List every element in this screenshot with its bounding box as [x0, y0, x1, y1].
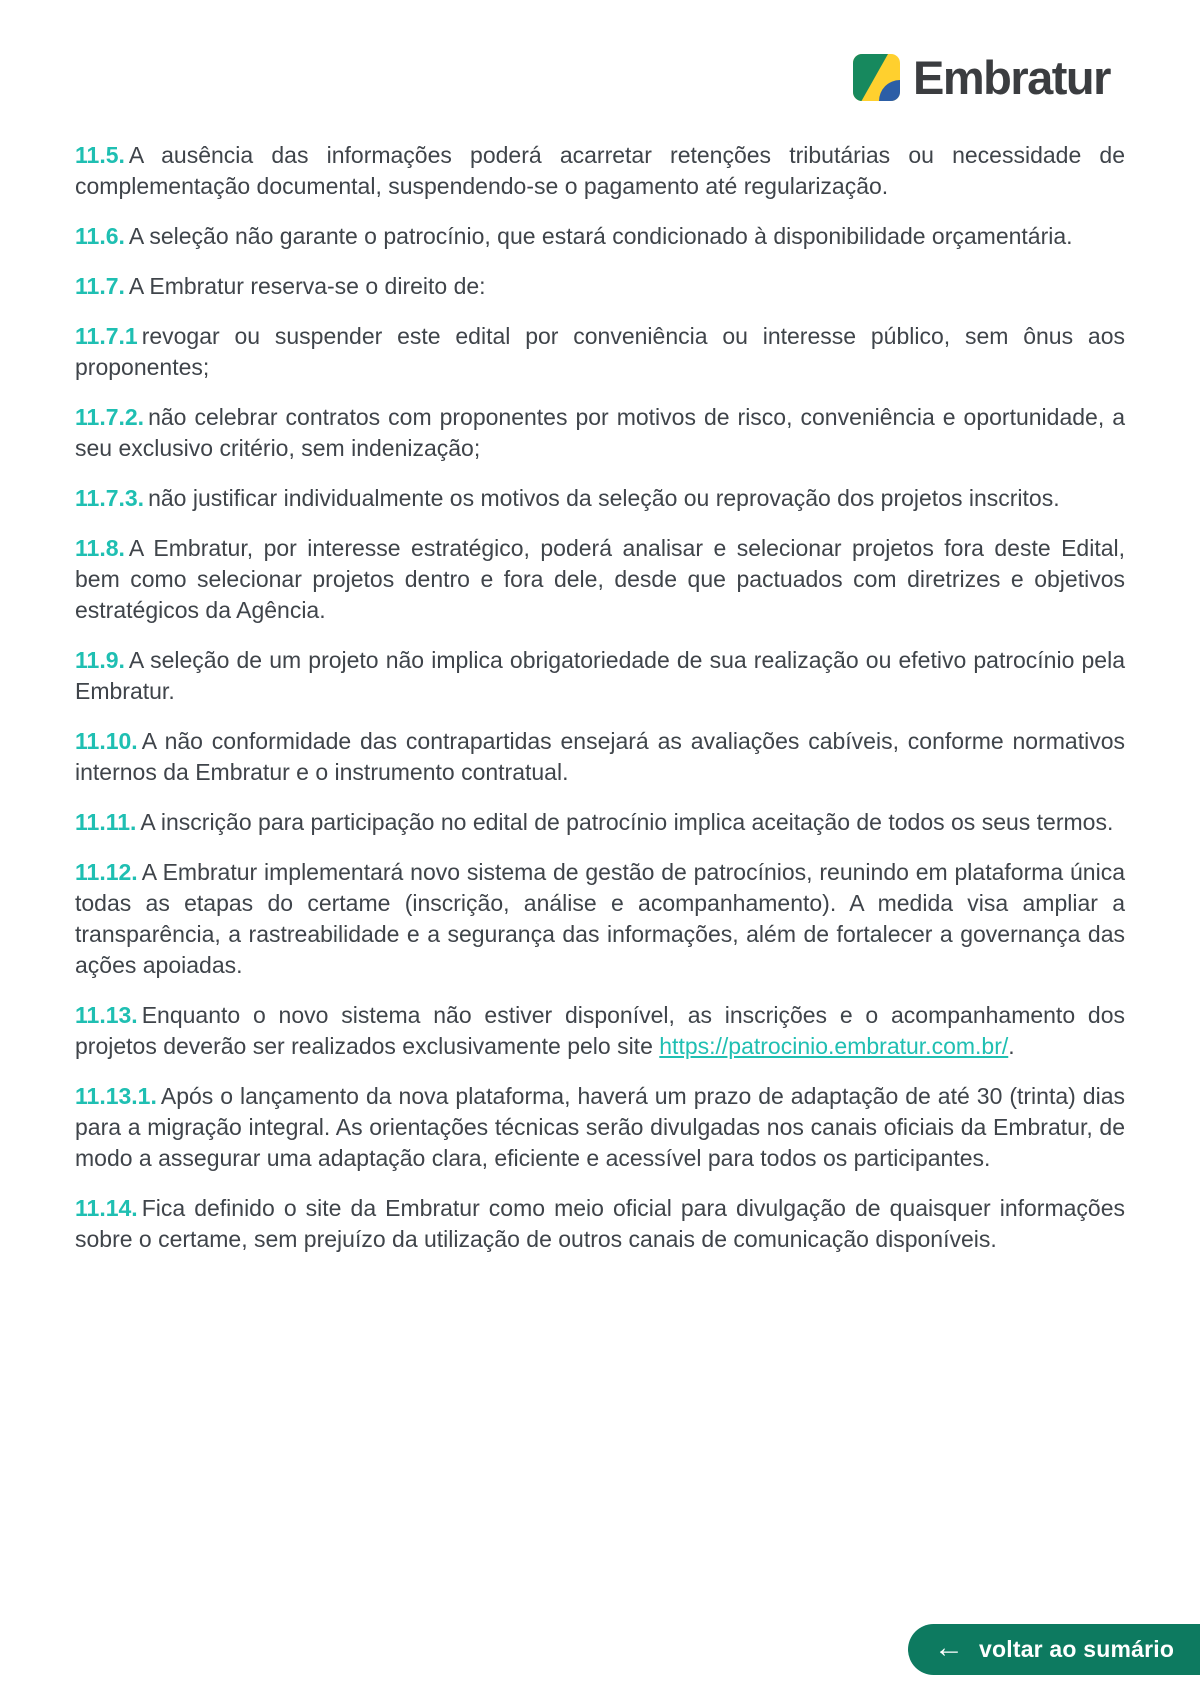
clause-number: 11.6.	[75, 223, 125, 249]
back-to-summary-label: voltar ao sumário	[979, 1636, 1175, 1662]
clause-11-7-1: 11.7.1 revogar ou suspender este edital por conveniência ou interesse público, sem ônus aos proponentes;	[75, 323, 1125, 380]
clause-11-6: 11.6. A seleção não garante o patrocínio, que estará condicionado à disponibilidade orçamentária.	[75, 223, 1073, 249]
clause-11-13-1: 11.13.1. Após o lançamento da nova plataforma, haverá um prazo de adaptação de até 30 (trinta) dias para a migração integral. As orientações técnicas serão divulgadas nos canais oficiais da Embratur, de modo a assegurar uma adaptação clara, eficiente e acessível para todos os participantes.	[75, 1083, 1125, 1171]
clause-number: 11.5.	[75, 142, 125, 168]
clause-11-5: 11.5. A ausência das informações poderá acarretar retenções tributárias ou necessidade de complementação documental, suspendendo-se o pagamento até regularização.	[75, 142, 1125, 199]
clause-number: 11.7.1	[75, 323, 138, 349]
clause-11-11: 11.11. A inscrição para participação no edital de patrocínio implica aceitação de todos os seus termos.	[75, 809, 1114, 835]
clause-11-7-2: 11.7.2. não celebrar contratos com proponentes por motivos de risco, conveniência e oportunidade, a seu exclusivo critério, sem indenização;	[75, 404, 1125, 461]
clause-11-8: 11.8. A Embratur, por interesse estratégico, poderá analisar e selecionar projetos fora deste Edital, bem como selecionar projetos dentro e fora dele, desde que pactuados com diretrizes e objetivos estratégicos da Agência.	[75, 535, 1125, 623]
back-to-summary-button[interactable]	[908, 1624, 1200, 1675]
clause-number: 11.7.3.	[75, 485, 145, 511]
clause-11-12: 11.12. A Embratur implementará novo sistema de gestão de patrocínios, reunindo em plataforma única todas as etapas do certame (inscrição, análise e acompanhamento). A medida visa ampliar a transparência, a rastreabilidade e a segurança das informações, além de fortalecer a governança das ações apoiadas.	[75, 859, 1125, 978]
patrocinio-site-link[interactable]: https://patrocinio.embratur.com.br/	[659, 1033, 1009, 1059]
clause-number: 11.8.	[75, 535, 125, 561]
clause-number: 11.14.	[75, 1195, 138, 1221]
clause-number: 11.13.	[75, 1002, 138, 1028]
clause-number: 11.7.	[75, 273, 125, 299]
clause-11-13: 11.13. Enquanto o novo sistema não estiver disponível, as inscrições e o acompanhamento dos projetos deverão ser realizados exclusivamente pelo site https://patrocinio.embratur.com.br/.	[75, 1002, 1125, 1059]
clause-number: 11.13.1.	[75, 1083, 157, 1109]
clause-number: 11.12.	[75, 859, 138, 885]
embratur-logo	[853, 51, 1110, 104]
clause-number: 11.7.2.	[75, 404, 145, 430]
clause-number: 11.10.	[75, 728, 138, 754]
clauses-list	[75, 140, 1125, 1274]
clause-number: 11.11.	[75, 809, 137, 835]
clause-number: 11.9.	[75, 647, 125, 673]
left-arrow-icon: ←	[934, 1630, 964, 1664]
clause-11-14: 11.14. Fica definido o site da Embratur como meio oficial para divulgação de quaisquer informações sobre o certame, sem prejuízo da utilização de outros canais de comunicação disponíveis.	[75, 1195, 1125, 1252]
clause-11-7: 11.7. A Embratur reserva-se o direito de:	[75, 273, 486, 299]
clause-11-10: 11.10. A não conformidade das contrapartidas ensejará as avaliações cabíveis, conforme normativos internos da Embratur e o instrumento contratual.	[75, 728, 1125, 785]
embratur-wordmark: Embratur	[913, 51, 1110, 104]
embratur-logo-icon	[853, 54, 900, 101]
clause-11-9: 11.9. A seleção de um projeto não implica obrigatoriedade de sua realização ou efetivo patrocínio pela Embratur.	[75, 647, 1125, 704]
clause-11-7-3: 11.7.3. não justificar individualmente os motivos da seleção ou reprovação dos projetos inscritos.	[75, 485, 1060, 511]
